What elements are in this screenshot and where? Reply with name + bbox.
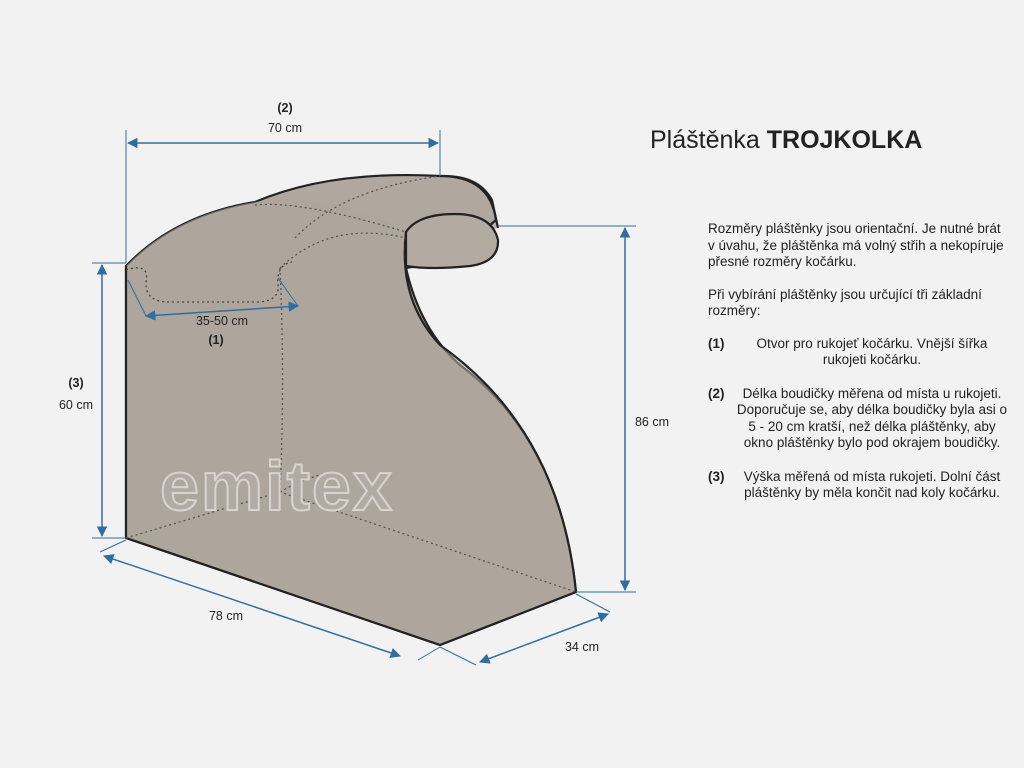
notes-lead: Při vybírání pláštěnky jsou určující tři základní rozměry: [708, 286, 982, 318]
dim-top-value: 70 cm [267, 121, 303, 135]
notes-item [708, 469, 1008, 502]
dim-left-value: 60 cm [58, 398, 94, 412]
cover-hood-bump [406, 214, 498, 268]
dim-right-value: 86 cm [634, 415, 670, 429]
dim-bottom-value: 78 cm [208, 609, 244, 623]
notes-item [708, 386, 1008, 452]
rain-cover-illustration [126, 175, 576, 645]
notes-item-text: Délka boudičky měřena od místa u rukojeti. Doporučuje se, aby délka boudičky byla asi o 5 - 20 cm kratší, než délka pláštěnky, aby okno pláštěnky bylo pod okrajem boudičky. [736, 385, 1008, 450]
dim-depth-value: 34 cm [564, 640, 600, 654]
notes-item-number: (3) [708, 468, 725, 484]
notes-panel [708, 221, 1008, 519]
dim-handle-index: (1) [208, 333, 224, 347]
notes-intro: Rozměry pláštěnky jsou orientační. Je nutné brát v úvahu, že pláštěnka má volný střih a nekopíruje přesné rozměry kočárku. [708, 221, 1004, 269]
notes-item-number: (2) [708, 385, 725, 401]
notes-item-number: (1) [708, 335, 725, 351]
notes-item-text: Otvor pro rukojeť kočárku. Vnější šířka rukojeti kočárku. [756, 335, 988, 367]
dim-depth-ext-left [440, 647, 476, 665]
cover-front-face [126, 199, 576, 645]
dim-depth-ext-right [576, 594, 610, 612]
dim-bottom-ext-left [100, 540, 126, 552]
notes-item [708, 336, 1008, 369]
dim-top-index: (2) [277, 101, 293, 115]
title-name: TROJKOLKA [766, 126, 923, 154]
emitex-logo: emitex [160, 447, 394, 525]
dim-left-index: (3) [68, 376, 84, 390]
page-title [650, 126, 922, 155]
notes-item-text: Výška měřená od místa rukojeti. Dolní část pláštěnky by měla končit nad koly kočárku. [743, 468, 1001, 500]
dim-handle-value: 35-50 cm [195, 314, 249, 328]
title-prefix: Pláštěnka [650, 126, 760, 154]
dim-bottom-ext-right [418, 647, 440, 660]
